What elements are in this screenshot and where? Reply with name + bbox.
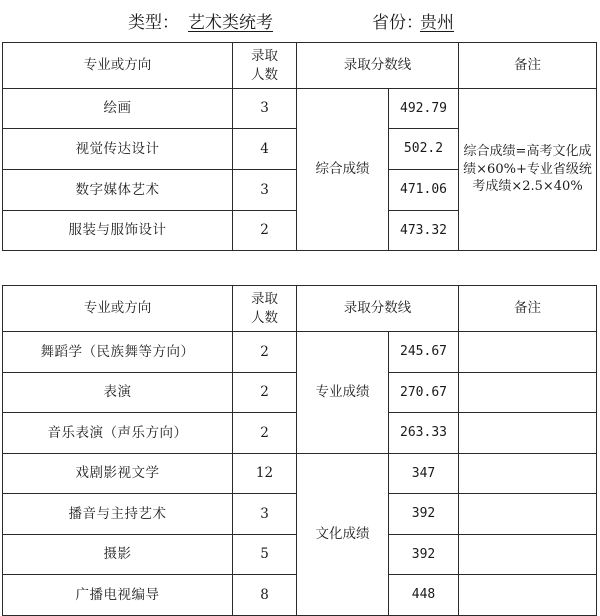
page-header <box>0 0 600 42</box>
type-value: 艺术类统考 <box>188 13 273 33</box>
major-cell: 数字媒体艺术 <box>3 170 233 211</box>
header-score: 录取分数线 <box>297 286 459 332</box>
province-label: 省份： <box>372 13 423 33</box>
count-cell: 2 <box>233 332 297 373</box>
header-major: 专业或方向 <box>3 286 233 332</box>
header-major: 专业或方向 <box>3 43 233 89</box>
score-cell: 473.32 <box>389 211 459 251</box>
score-cell: 471.06 <box>389 170 459 211</box>
note-cell <box>459 332 597 373</box>
major-cell: 音乐表演（声乐方向） <box>3 413 233 454</box>
table-header-row <box>3 286 597 332</box>
count-cell: 3 <box>233 89 297 129</box>
header-count: 录取人数 <box>233 286 297 332</box>
major-cell: 绘画 <box>3 89 233 129</box>
note-cell <box>459 575 597 616</box>
major-cell: 舞蹈学（民族舞等方向） <box>3 332 233 373</box>
score-type-cell: 专业成绩 <box>297 332 389 454</box>
major-cell: 戏剧影视文学 <box>3 454 233 494</box>
score-cell: 263.33 <box>389 413 459 454</box>
score-cell: 270.67 <box>389 373 459 413</box>
score-cell: 448 <box>389 575 459 616</box>
score-cell: 502.2 <box>389 129 459 170</box>
score-cell: 392 <box>389 494 459 535</box>
note-cell <box>459 454 597 494</box>
note-cell <box>459 494 597 535</box>
count-cell: 12 <box>233 454 297 494</box>
score-cell: 492.79 <box>389 89 459 129</box>
major-cell: 播音与主持艺术 <box>3 494 233 535</box>
header-score: 录取分数线 <box>297 43 459 89</box>
count-cell: 5 <box>233 535 297 575</box>
score-cell: 392 <box>389 535 459 575</box>
score-type-cell: 文化成绩 <box>297 454 389 616</box>
major-cell: 服装与服饰设计 <box>3 211 233 251</box>
header-note: 备注 <box>459 286 597 332</box>
admission-table-composite <box>2 42 597 251</box>
type-label: 类型： <box>128 13 179 33</box>
table-row <box>3 332 597 373</box>
count-cell: 2 <box>233 373 297 413</box>
header-count: 录取人数 <box>233 43 297 89</box>
table-row <box>3 454 597 494</box>
note-cell <box>459 535 597 575</box>
table-header-row <box>3 43 597 89</box>
score-type-cell: 综合成绩 <box>297 89 389 251</box>
province-value: 贵州 <box>420 13 454 33</box>
count-cell: 3 <box>233 170 297 211</box>
major-cell: 广播电视编导 <box>3 575 233 616</box>
count-cell: 3 <box>233 494 297 535</box>
note-cell <box>459 413 597 454</box>
major-cell: 摄影 <box>3 535 233 575</box>
header-note: 备注 <box>459 43 597 89</box>
major-cell: 视觉传达设计 <box>3 129 233 170</box>
note-cell: 综合成绩=高考文化成绩×60%+专业省级统考成绩×2.5×40% <box>459 89 597 251</box>
count-cell: 2 <box>233 211 297 251</box>
count-cell: 2 <box>233 413 297 454</box>
count-cell: 4 <box>233 129 297 170</box>
major-cell: 表演 <box>3 373 233 413</box>
table-row <box>3 89 597 129</box>
count-cell: 8 <box>233 575 297 616</box>
score-cell: 245.67 <box>389 332 459 373</box>
note-cell <box>459 373 597 413</box>
score-cell: 347 <box>389 454 459 494</box>
admission-table-split <box>2 285 597 616</box>
